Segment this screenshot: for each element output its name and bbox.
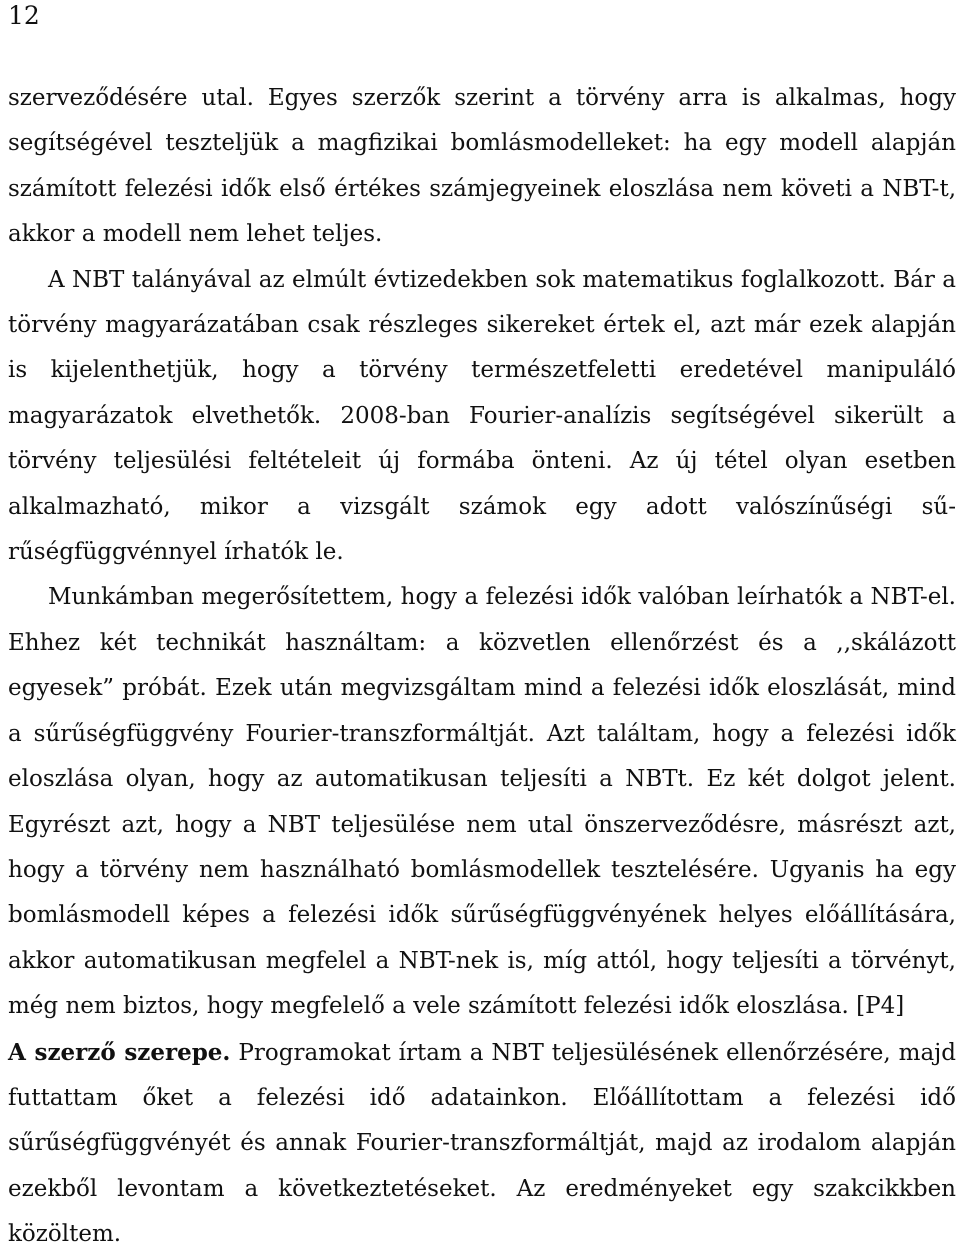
author-role-heading: A szerző szerepe. [8,1038,231,1066]
paragraph-nbt-puzzle: A NBT talányával az elmúlt évtizedekben sok matematikus foglalkozott. Bár a törvény magyarázatában csak részleges sikereket értek el, azt már ezek alapján is kijelenthetjük, hogy a törvény természetfeletti eredetével manipuláló magyarázatok elvethetők. 2008-ban Fourier-analízis segítségével sikerült a törvény teljesülési feltételeit új formába önteni. Az új tétel olyan esetben alkalmazható, mikor a vizsgált számok egy adott valószínűségi sűrűségfüggvénnyel írhatók le. [8,266,956,566]
paragraph-my-work: Munkámban megerősítettem, hogy a felezési idők valóban leírhatók a NBT-el. Ehhez két technikát használtam: a közvetlen ellenőrzést és a ,,skálázott egyesek” próbát. Ezek után megvizsgáltam mind a felezési idők eloszlását, mind a sűrűségfüggvény Fourier-transzformáltját. Azt találtam, hogy a felezési idők eloszlása olyan, hogy az automatikusan teljesíti a NBTt. Ez két dolgot jelent. Egyrészt azt, hogy a NBT teljesülése nem utal önszerveződésre, másrészt azt, hogy a törvény nem használható bomlásmodellek tesztelésére. Ugyanis ha egy bomlásmodell képes a felezési idők sűrűségfüggvényének helyes előállítására, akkor automatikusan megfelel a NBT-nek is, míg attól, hogy teljesíti a törvényt, még nem biztos, hogy megfelelő a vele számított felezési idők eloszlása. [P4] [8,584,956,1020]
paragraph-continuation: szerveződésére utal. Egyes szerzők szerint a törvény arra is alkalmas, hogy segítségével teszteljük a magfizikai bomlásmodelleket: ha egy modell alapján számított felezési idők első értékes számjegyeinek eloszlása nem követi a NBT-t, akkor a modell nem lehet teljes. [8,85,956,248]
body-text [8,76,956,1258]
page-number: 12 [8,1,40,30]
author-role-text: Programokat írtam a NBT teljesülésének ellenőrzésére, majd futtattam őket a felezési idő adatainkon. Előállítottam a felezési idő sűrűségfüggvényét és annak Fourier-transzformáltját, majd az irodalom alapján ezekből levontam a következtetéseket. Az eredményeket egy szakcikkben közöltem. [8,1039,957,1248]
paragraph-author-role [8,1030,956,1258]
